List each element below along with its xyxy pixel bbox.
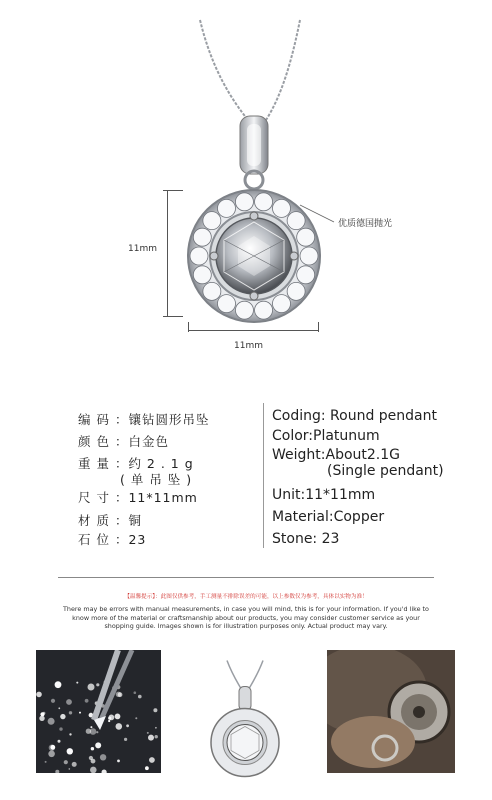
- sparkle: [96, 731, 98, 733]
- sparkle: [55, 681, 62, 688]
- height-label: 11mm: [128, 244, 157, 254]
- halo-stone: [190, 247, 208, 265]
- spec-cn-weight-note: ( 单 吊 坠 ): [120, 472, 193, 487]
- sparkle: [91, 759, 96, 764]
- sparkle: [66, 699, 72, 705]
- sparkle: [64, 760, 68, 764]
- halo-stone: [297, 266, 315, 284]
- spec-cn-color: 颜 色 ：白金色: [78, 434, 169, 449]
- sparkle: [91, 747, 94, 750]
- sparkle: [76, 682, 78, 684]
- sparkle: [117, 760, 120, 763]
- sparkle: [88, 684, 95, 691]
- spec-divider: [263, 403, 264, 548]
- pendant-thumbnail-photo: [197, 658, 293, 781]
- halo-stone: [218, 199, 236, 217]
- width-dimension-tick-right: [318, 322, 319, 332]
- sparkle: [40, 712, 44, 716]
- width-dimension-tick-left: [188, 322, 189, 332]
- section-divider: [58, 577, 434, 578]
- halo-stone: [300, 247, 318, 265]
- halo-stone: [287, 282, 305, 300]
- sparkle: [51, 699, 55, 703]
- sparkle: [138, 695, 142, 699]
- polish-callout-label: 优质德国抛光: [338, 219, 393, 229]
- spec-cn-size: 尺 寸 ：11*11mm: [78, 490, 198, 505]
- sparkle: [69, 768, 71, 770]
- sparkle: [90, 767, 97, 773]
- halo-stone: [218, 295, 236, 313]
- halo-stone: [255, 193, 273, 211]
- sparkle: [116, 723, 123, 730]
- sparkle: [126, 724, 129, 727]
- sparkle: [59, 727, 62, 730]
- sparkle: [108, 720, 110, 722]
- sparkle: [109, 715, 115, 721]
- halo-stone: [287, 212, 305, 230]
- sparkle: [48, 718, 55, 725]
- spec-en-material: Material:Copper: [272, 509, 385, 525]
- pendant-main-image: [0, 0, 492, 360]
- sparkle: [58, 707, 60, 709]
- halo-stone: [297, 228, 315, 246]
- height-dimension-line: [167, 190, 168, 316]
- height-dimension-tick-top: [163, 190, 183, 191]
- sparkle: [149, 757, 155, 763]
- halo-stone: [193, 228, 211, 246]
- sparkle: [124, 738, 127, 741]
- sparkle: [48, 751, 55, 758]
- sparkle: [85, 699, 89, 703]
- sparkle: [95, 742, 101, 748]
- sparkle: [100, 754, 106, 760]
- spec-cn-material: 材 质 ：铜: [78, 513, 142, 528]
- halo-stone: [193, 266, 211, 284]
- sparkle: [45, 761, 47, 763]
- halo-stone: [255, 301, 273, 319]
- halo-stone: [273, 199, 291, 217]
- halo-stone: [235, 193, 253, 211]
- sparkle: [115, 714, 121, 720]
- halo-stone: [203, 212, 221, 230]
- spec-en-code: Coding: Round pendant: [272, 408, 437, 424]
- spec-en-unit: Unit:11*11mm: [272, 487, 376, 503]
- width-label: 11mm: [234, 341, 263, 351]
- sparkle: [90, 728, 97, 735]
- spec-en-weight: Weight:About2.1G: [272, 447, 400, 463]
- halo-stone: [235, 301, 253, 319]
- halo-stone: [203, 282, 221, 300]
- sparkle: [148, 735, 154, 741]
- halo-stone: [273, 295, 291, 313]
- sparkle: [79, 712, 81, 714]
- sparkle: [39, 716, 44, 721]
- width-dimension-line: [188, 330, 319, 331]
- sparkle: [134, 691, 137, 694]
- spec-cn-code: 编 码 ：镶钻圆形吊坠: [78, 412, 210, 427]
- notice-disclaimer-en: There may be errors with manual measurements, in case you will mind, this is for your information. If you'd like to know more of the material or craftsmanship about our products, you may consider customer service as your shopping guide. Images shown is for illustration purposes only. Actual product may vary.: [63, 605, 429, 630]
- sparkle: [56, 683, 58, 685]
- sparkle: [155, 727, 157, 729]
- polishing-craft-photo: [327, 650, 455, 773]
- sparkle: [90, 726, 92, 728]
- sparkle: [60, 714, 65, 719]
- sparkle: [147, 732, 149, 734]
- sparkle: [116, 692, 121, 697]
- diamonds-tweezers-photo: [36, 650, 161, 773]
- spec-cn-weight: 重 量 ：约 2 . 1 g: [78, 456, 194, 471]
- sparkle: [96, 683, 99, 686]
- sparkle: [50, 745, 55, 750]
- sparkle: [153, 708, 157, 712]
- sparkle: [69, 733, 71, 735]
- sparkle: [72, 762, 77, 767]
- sparkle: [36, 692, 42, 698]
- sparkle: [58, 740, 61, 743]
- sparkle: [67, 748, 73, 754]
- sparkle: [155, 735, 158, 738]
- spec-en-stone: Stone: 23: [272, 531, 340, 547]
- sparkle: [135, 717, 137, 719]
- spec-cn-stone: 石 位 ：23: [78, 532, 147, 547]
- height-dimension-tick-bottom: [163, 316, 183, 317]
- notice-warning-cn: 【温馨提示】：此图仅供参考，手工测量不排除误差的可能，以上参数仅为参考，具体以实物为准！: [124, 594, 368, 600]
- spec-en-weight-note: (Single pendant): [327, 463, 444, 479]
- spec-en-color: Color:Platunum: [272, 428, 380, 444]
- sparkle: [145, 766, 149, 770]
- sparkle: [69, 711, 72, 714]
